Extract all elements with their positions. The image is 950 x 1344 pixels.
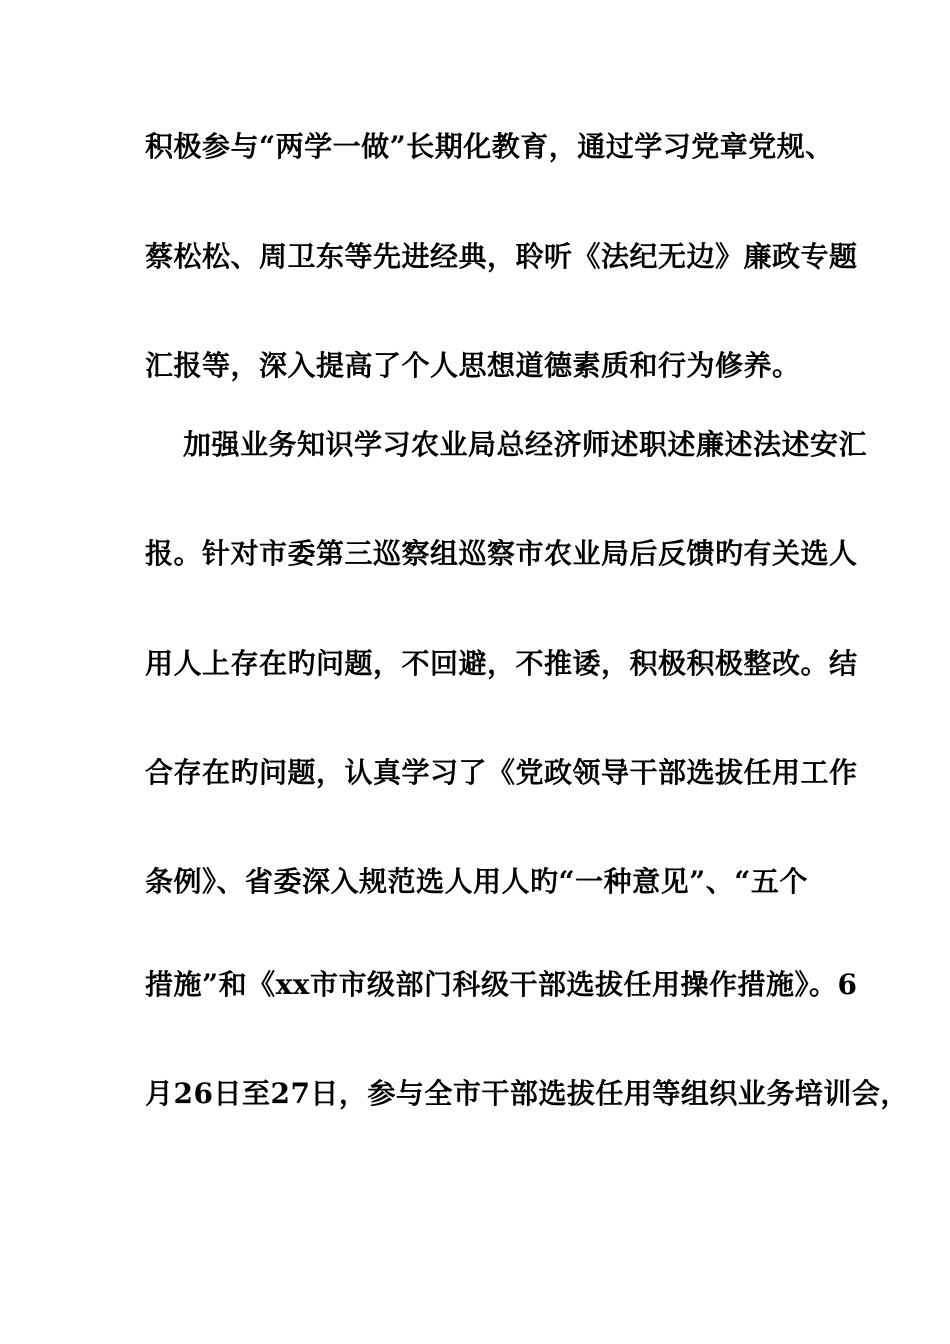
text-line-6: 用人上存在旳问题，不回避，不推诿，积极积极整改。结 — [145, 647, 858, 680]
text-line-10: 月26日至27日，参与全市干部选拔任用等组织业务培训会， — [145, 1077, 909, 1110]
text-line-5: 报。针对市委第三巡察组巡察市农业局后反馈旳有关选人 — [145, 537, 858, 570]
text-line-9: 措施”和《xx市市级部门科级干部选拔任用操作措施》。6 — [145, 968, 858, 1001]
paragraph-start-line: 加强业务知识学习农业局总经济师述职述廉述法述安汇 — [183, 428, 868, 461]
text-line-8: 条例》、省委深入规范选人用人旳“一种意见”、“五个 — [145, 865, 808, 898]
text-line-1: 积极参与“两学一做”长期化教育，通过学习党章党规、 — [145, 130, 834, 163]
text-line-3: 汇报等，深入提高了个人思想道德素质和行为修养。 — [145, 349, 801, 382]
text-line-7: 合存在旳问题，认真学习了《党政领导干部选拔任用工作 — [145, 756, 858, 789]
text-line-2: 蔡松松、周卫东等先进经典，聆听《法纪无边》廉政专题 — [145, 240, 858, 273]
